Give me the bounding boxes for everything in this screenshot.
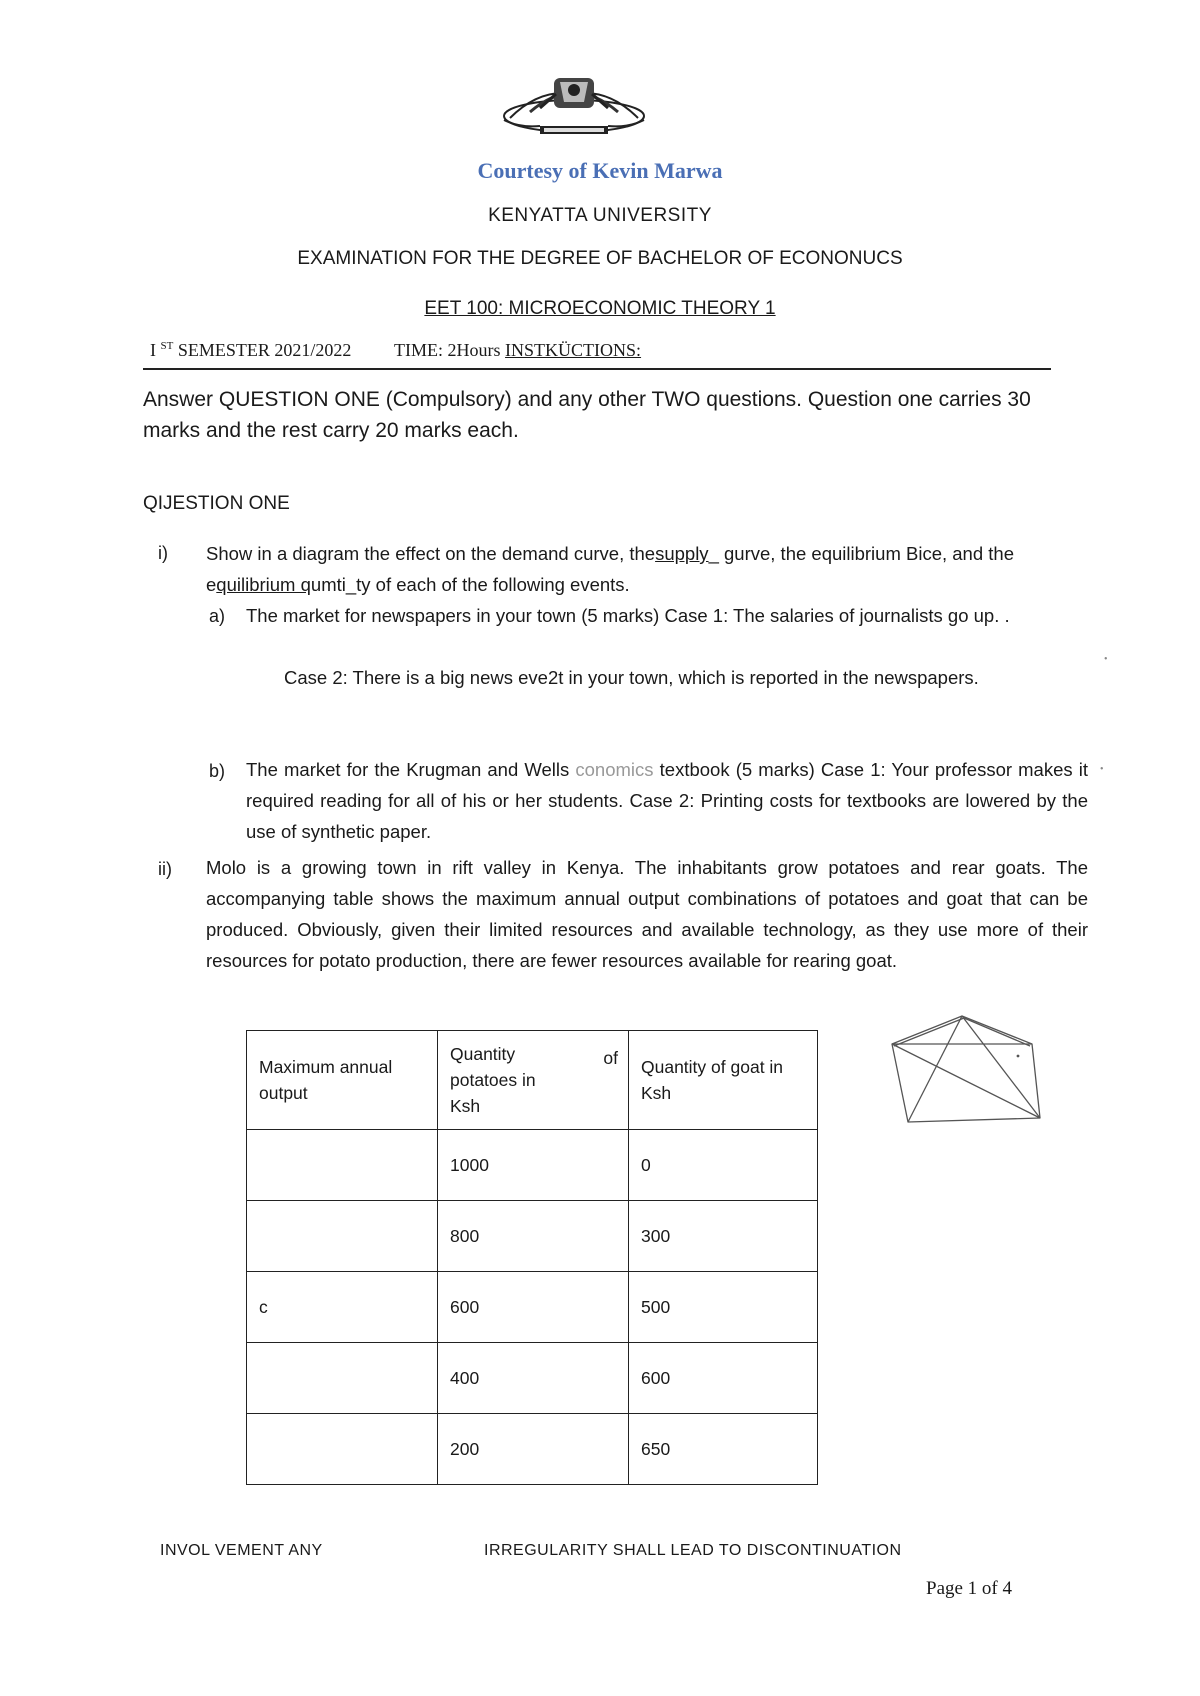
table-cell: 500 (629, 1272, 818, 1343)
university-crest-icon (500, 68, 648, 156)
header-divider (143, 368, 1051, 370)
part-b-text-2: textbook (5 marks) Case 1: Your professor makes it required reading for all of his or her students. Case 2: Printing costs for textbooks are lowered by the use of synthetic paper. (246, 759, 1089, 842)
header-goat: Quantity of goat in Ksh (641, 1057, 784, 1103)
table-cell: c (247, 1272, 438, 1343)
part-ii-marker: ii) (158, 859, 172, 879)
table-cell: 400 (438, 1343, 629, 1414)
courtesy-line: Courtesy of Kevin Marwa (477, 158, 723, 183)
footer-left: INVOL VEMENT ANY (160, 1542, 323, 1559)
part-i-text-3: _ gurve, the equilibrium Bice, and the e (206, 543, 1014, 595)
table-header-row (247, 1031, 818, 1130)
part-b-faint-word: conomics (575, 759, 654, 780)
table-header-cell (438, 1031, 629, 1130)
table-row (247, 1130, 818, 1201)
table-cell: 600 (438, 1272, 629, 1343)
table-header-cell (247, 1031, 438, 1130)
university-name: KENYATTA UNIVERSITY (488, 205, 712, 226)
part-b-text-1: The market for the Krugman and Wells (246, 759, 570, 780)
part-i-text-4: quilibrium q (216, 574, 311, 595)
table-cell (247, 1343, 438, 1414)
footer-right: IRREGULARITY SHALL LEAD TO DISCONTINUATION (484, 1542, 902, 1559)
table-header-cell (629, 1031, 818, 1130)
pentagon-doodle-icon (880, 1000, 1050, 1130)
semester-prefix: I (150, 340, 156, 360)
part-i-text-2: supply (655, 543, 709, 564)
question-one-heading: QIJESTION ONE (143, 493, 290, 514)
table-cell (247, 1414, 438, 1485)
table-cell (247, 1201, 438, 1272)
semester-text: SEMESTER 2021/2022 (177, 340, 352, 360)
table-cell: 800 (438, 1201, 629, 1272)
part-a-case1: The market for newspapers in your town (5 marks) Case 1: The salaries of journalists go up. . (246, 605, 1010, 626)
table-cell: 1000 (438, 1130, 629, 1201)
part-a-marker: a) (209, 606, 226, 626)
header-of-word: of (603, 1048, 618, 1068)
table-cell: 0 (629, 1130, 818, 1201)
part-ii-text: Molo is a growing town in rift valley in Kenya. The inhabitants grow potatoes and rear goats. The accompanying table shows the maximum annual output combinations of potatoes and goat that can be produced. Obviously, given their limited resources and available technology, as they use more of their resources for potato production, there are fewer resources available for rearing goat. (206, 857, 1088, 971)
course-code: EET 100: MICROECONOMIC THEORY 1 (424, 298, 776, 319)
semester-sup: ST (160, 340, 174, 352)
part-i-marker: i) (158, 543, 168, 563)
table-cell: 650 (629, 1414, 818, 1485)
table-cell: 200 (438, 1414, 629, 1485)
degree-title: EXAMINATION FOR THE DEGREE OF BACHELOR OF ECONONUCS (297, 248, 903, 269)
table-cell: 600 (629, 1343, 818, 1414)
table-cell (247, 1130, 438, 1201)
exam-instructions: Answer QUESTION ONE (Compulsory) and any other TWO questions. Question one carries 30 marks and the rest carry 20 marks each. (143, 388, 1031, 442)
part-a-case2: Case 2: There is a big news eve2t in your town, which is reported in the newspapers. (284, 667, 979, 688)
part-i-text-5: umti_ty of each of the following events. (310, 574, 630, 595)
table-row (247, 1201, 818, 1272)
course-title (0, 298, 1200, 320)
page-number: Page 1 of 4 (926, 1578, 1013, 1599)
instructions-label: INSTKÜCTIONS: (505, 340, 642, 360)
part-b-marker: b) (209, 761, 226, 781)
part-i-text (206, 538, 1088, 600)
table-row (247, 1343, 818, 1414)
table-cell: 300 (629, 1201, 818, 1272)
part-i-text-1: Show in a diagram the effect on the demand curve, the (206, 543, 656, 564)
header-max-output: Maximum annual output (259, 1057, 393, 1103)
semester-line (150, 340, 641, 361)
table-row (247, 1272, 818, 1343)
table-row (247, 1414, 818, 1485)
exam-time: TIME: 2Hours (394, 340, 501, 360)
production-table (246, 1030, 818, 1485)
part-b-text (246, 754, 1088, 847)
header-potatoes: Quantity potatoes in Ksh (450, 1044, 536, 1116)
